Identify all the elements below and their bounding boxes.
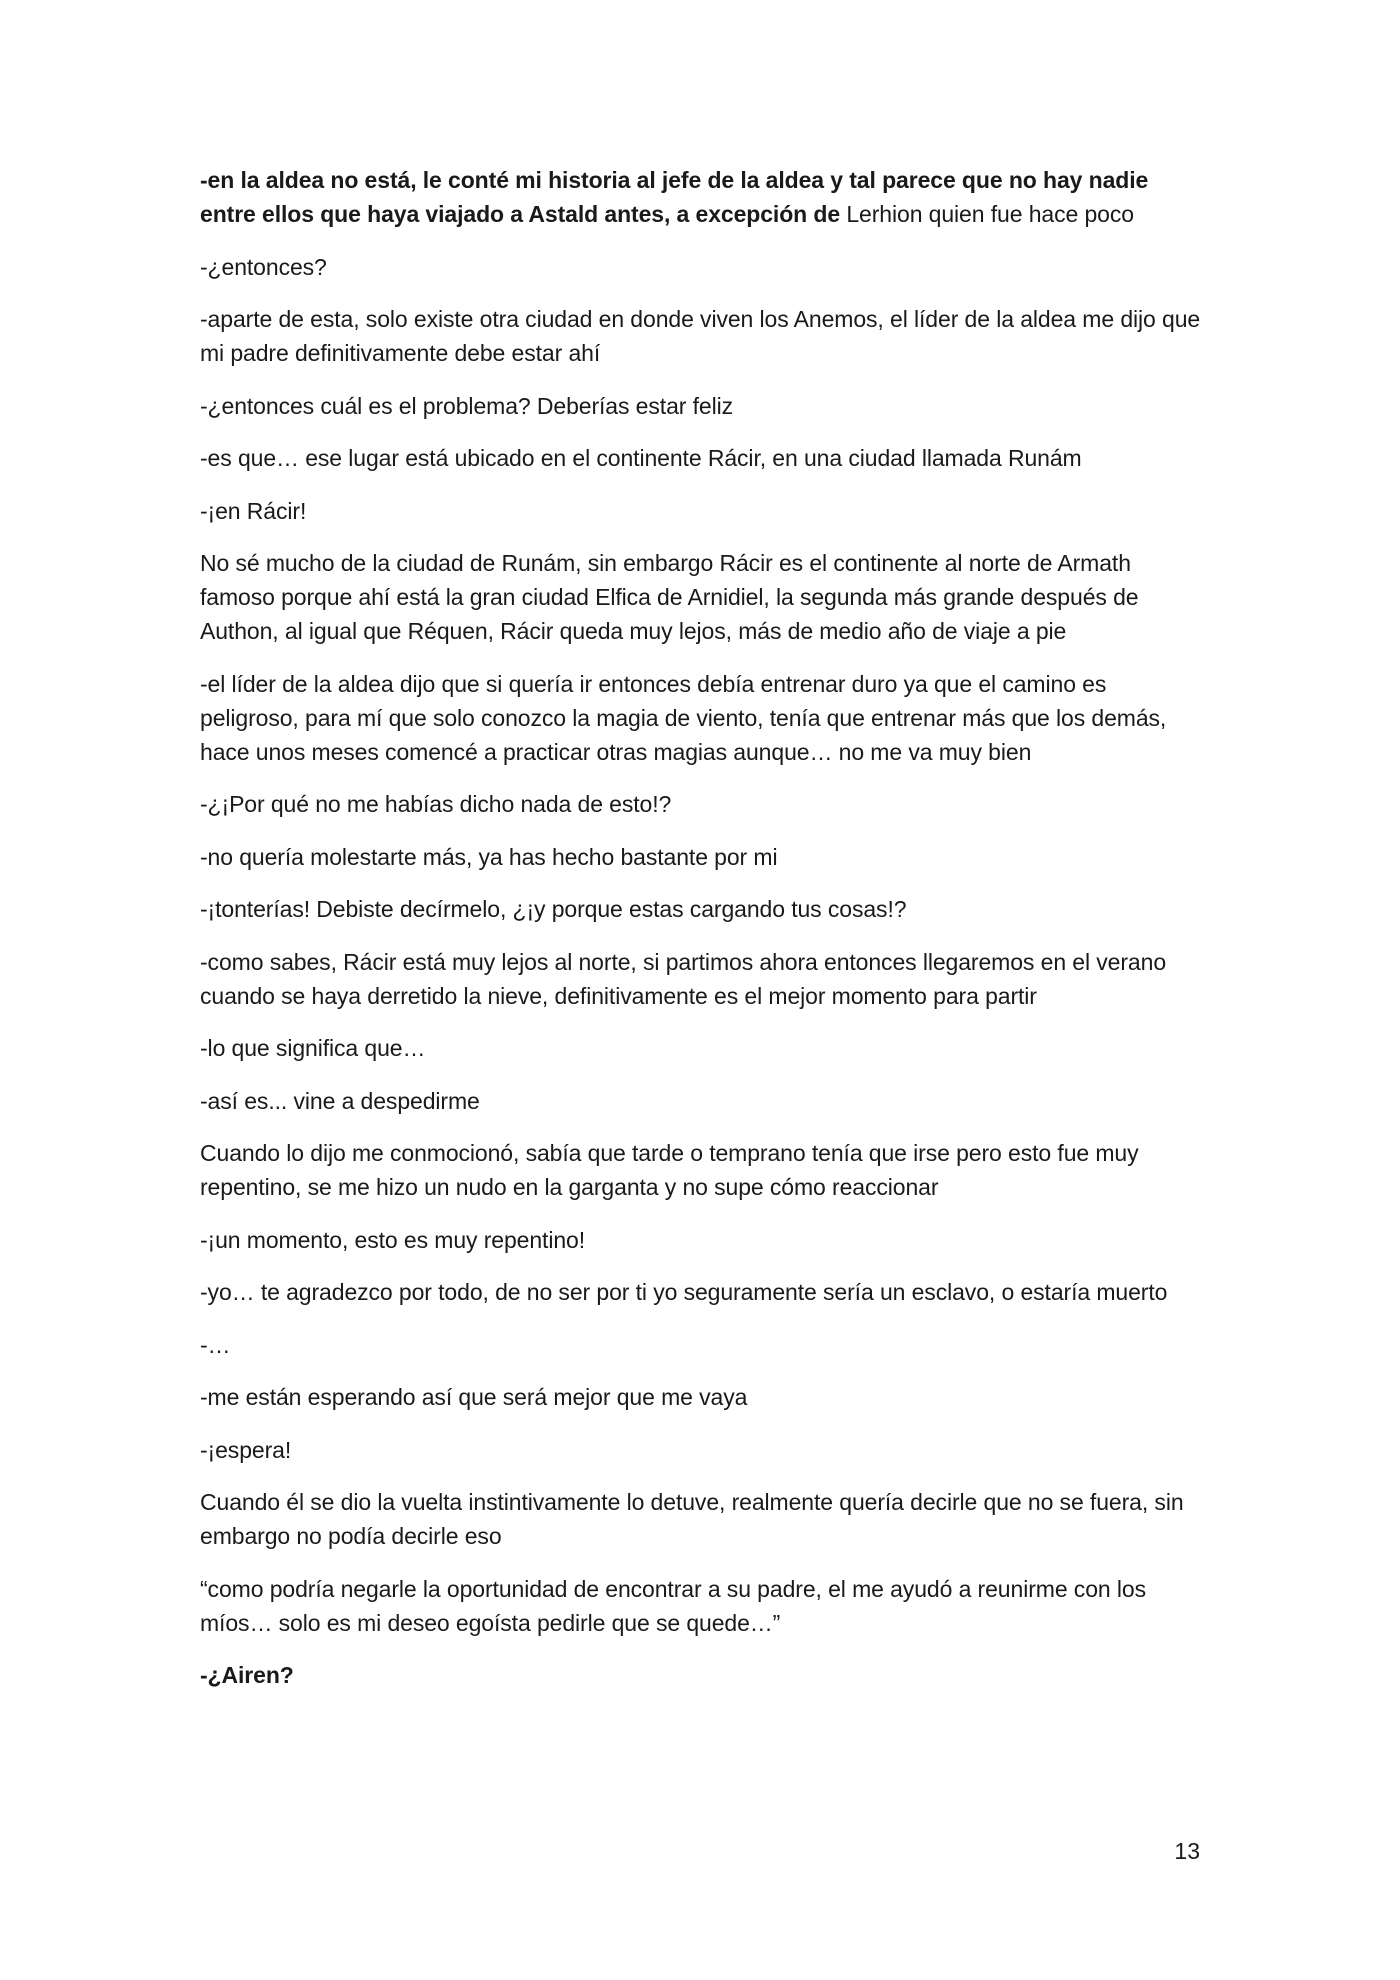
paragraph-2: -¿entonces? [200, 253, 327, 280]
paragraph-16: -¡un momento, esto es muy repentino! [200, 1226, 586, 1253]
paragraph-12: -como sabes, Rácir está muy lejos al norte, si partimos ahora entonces llegaremos en el verano cuando se haya derretido la nieve, definitivamente es el mejor momento para partir [200, 948, 1167, 1009]
paragraph-13: -lo que significa que… [200, 1035, 426, 1061]
paragraph-1-bold: -en la aldea no está, le conté mi historia al jefe de la aldea y tal parece que no hay nadie entre ellos que haya viajado a Astald antes, a excepción de [200, 167, 1149, 227]
paragraph-22: “como podría negarle la oportunidad de encontrar a su padre, el me ayudó a reunirme con los míos… solo es mi deseo egoísta pedirle que se quede…” [200, 1575, 1146, 1636]
paragraph-8: -el líder de la aldea dijo que si quería ir entonces debía entrenar duro ya que el camino es peligroso, para mí que solo conozco la magia de viento, tenía que entrenar más que los demás, hace unos meses comencé a practicar otras magias aunque… no me va muy bien [200, 670, 1167, 765]
paragraph-3: -aparte de esta, solo existe otra ciudad en donde viven los Anemos, el líder de la aldea me dijo que mi padre definitivamente debe estar ahí [200, 306, 1201, 366]
paragraph-14: -así es... vine a despedirme [200, 1087, 480, 1114]
paragraph-1 [200, 163, 1210, 231]
paragraph-10: -no quería molestarte más, ya has hecho bastante por mi [200, 843, 778, 870]
paragraph-9: -¿¡Por qué no me habías dicho nada de esto!? [200, 791, 672, 817]
page-number: 13 [1174, 1838, 1200, 1864]
paragraph-15: Cuando lo dijo me conmocionó, sabía que tarde o temprano tenía que irse pero esto fue muy repentino, se me hizo un nudo en la garganta y no supe cómo reaccionar [200, 1140, 1139, 1200]
paragraph-11: -¡tonterías! Debiste decírmelo, ¿¡y porque estas cargando tus cosas!? [200, 896, 907, 922]
paragraph-19: -me están esperando así que será mejor que me vaya [200, 1384, 748, 1410]
paragraph-18: -… [200, 1331, 231, 1358]
paragraph-5: -es que… ese lugar está ubicado en el continente Rácir, en una ciudad llamada Runám [200, 445, 1082, 471]
paragraph-4: -¿entonces cuál es el problema? Deberías estar feliz [200, 392, 734, 419]
paragraph-21: Cuando él se dio la vuelta instintivamente lo detuve, realmente quería decirle que no se fuera, sin embargo no podía decirle eso [200, 1489, 1184, 1549]
paragraph-20: -¡espera! [200, 1436, 292, 1463]
paragraph-17: -yo… te agradezco por todo, de no ser por ti yo seguramente sería un esclavo, o estaría muerto [200, 1279, 1168, 1305]
paragraph-7: No sé mucho de la ciudad de Runám, sin embargo Rácir es el continente al norte de Armath famoso porque ahí está la gran ciudad Elfica de Arnidiel, la segunda más grande después de Authon, al igual que Réquen, Rácir queda muy lejos, más de medio año de viaje a pie [200, 550, 1139, 644]
body-text [200, 163, 1210, 1711]
paragraph-23: -¿Airen? [200, 1662, 294, 1688]
paragraph-6: -¡en Rácir! [200, 497, 307, 524]
paragraph-1-text: Lerhion quien fue hace poco [840, 201, 1134, 227]
